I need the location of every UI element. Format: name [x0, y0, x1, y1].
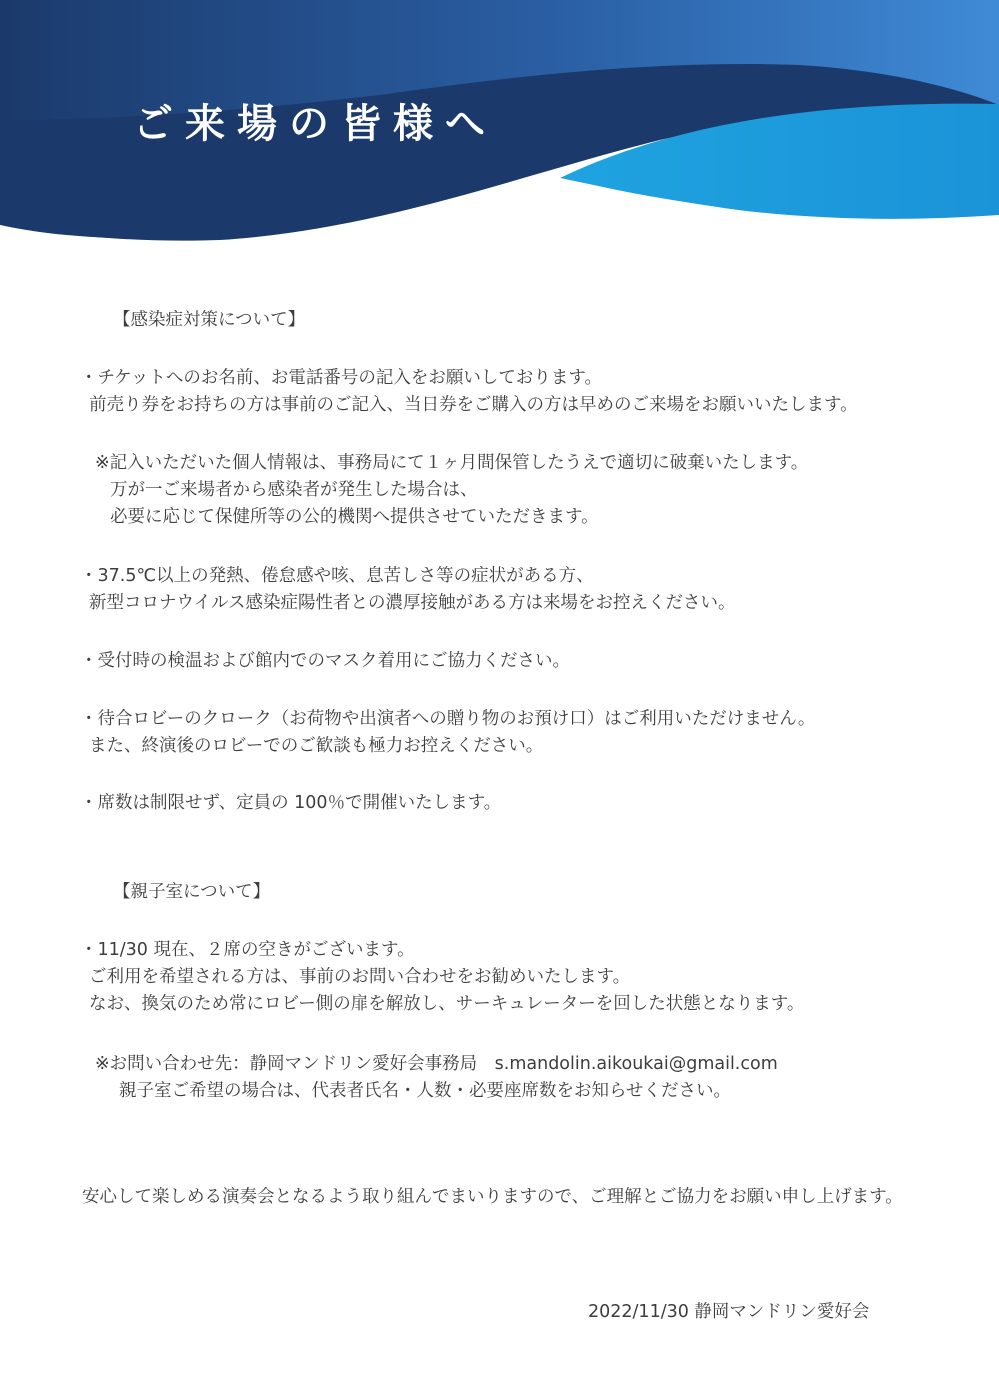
- mask-notice: ・受付時の検温および館内でのマスク着用にご協力ください。: [80, 651, 570, 671]
- family-room-ventilation: なお、換気のため常にロビー側の扉を解放し、サーキュレーターを回した状態となります。: [89, 994, 805, 1014]
- ticket-name-notice: ・チケットへのお名前、お電話番号の記入をお願いしております。: [80, 368, 603, 388]
- fever-notice-cont: 新型コロナウイルス感染症陽性者との濃厚接触がある方は来場をお控えください。: [89, 593, 736, 613]
- family-room-heading: 【親子室について】: [113, 882, 271, 902]
- cloak-notice: ・待合ロビーのクローク（お荷物や出演者への贈り物のお預け口）はご利用いただけません。: [80, 709, 816, 729]
- contact-info: ※お問い合わせ先：静岡マンドリン愛好会事務局 s.mandolin.aikoukai@gmail.com: [95, 1054, 778, 1074]
- family-room-inquiry: ご利用を希望される方は、事前のお問い合わせをお勧めいたします。: [89, 967, 631, 987]
- family-room-availability: ・11/30 現在、２席の空きがございます。: [80, 940, 415, 960]
- cloak-notice-cont: また、終演後のロビーでのご歓談も極力お控えください。: [89, 736, 544, 756]
- seating-notice: ・席数は制限せず、定員の 100％で開催いたします。: [80, 793, 502, 813]
- privacy-notice-cont-2: 必要に応じて保健所等の公的機関へ提供させていただきます。: [110, 507, 599, 527]
- fever-notice: ・37.5℃以上の発熱、倦怠感や咳、息苦しさ等の症状がある方、: [80, 566, 594, 586]
- ticket-advance-notice: 前売り券をお持ちの方は事前のご記入、当日券をご購入の方は早めのご来場をお願いいたします。: [89, 395, 858, 415]
- infection-section-heading: 【感染症対策について】: [113, 310, 306, 330]
- closing-message: 安心して楽しめる演奏会となるよう取り組んでまいりますので、ご理解とご協力をお願い申し上げます。: [82, 1187, 903, 1207]
- privacy-notice-cont-1: 万が一ご来場者から感染者が発生した場合は、: [110, 480, 478, 500]
- contact-info-cont: 親子室ご希望の場合は、代表者氏名・人数・必要座席数をお知らせください。: [119, 1081, 731, 1101]
- signature: 2022/11/30 静岡マンドリン愛好会: [588, 1302, 870, 1322]
- page-title: ご来場の皆様へ: [133, 101, 497, 147]
- privacy-notice: ※記入いただいた個人情報は、事務局にて１ヶ月間保管したうえで適切に破棄いたします。: [95, 453, 809, 473]
